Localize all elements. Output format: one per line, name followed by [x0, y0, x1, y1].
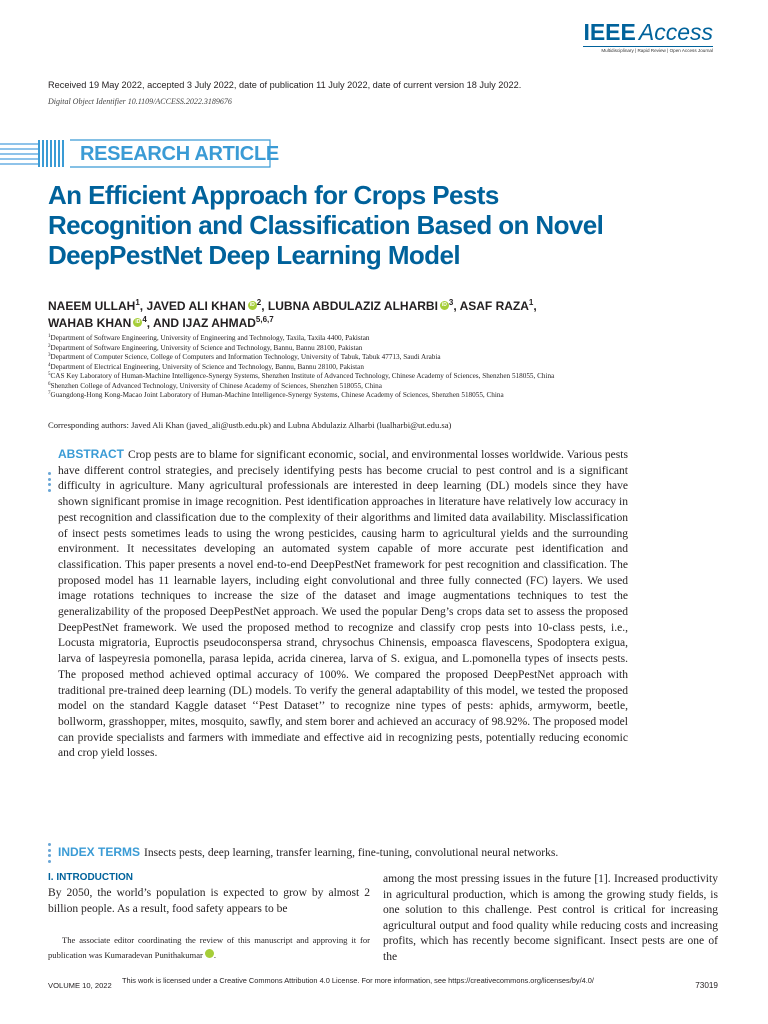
affiliation-text: Department of Software Engineering, University of Science and Technology, Bannu, Bannu 28100, Pakistan [50, 343, 363, 352]
affiliation-text: Shenzhen College of Advanced Technology, University of Chinese Academy of Sciences, Shenzhen 518055, China [50, 381, 382, 390]
title-line: Recognition and Classification Based on Novel [48, 210, 604, 240]
author-affiliation-mark: 3 [448, 298, 454, 307]
editor-footnote-text: The associate editor coordinating the review of this manuscript and approving it for publication was Kumaradevan Punithakumar [48, 935, 370, 960]
affiliation-number: 4 [48, 362, 51, 368]
index-terms-block [58, 845, 648, 861]
footer-page-number: 73019 [695, 981, 718, 990]
author-list [48, 298, 728, 332]
author-affiliation-mark: 1 [528, 298, 534, 307]
author-name: AND IJAZ AHMAD [153, 316, 256, 330]
logo-ieee-text: IEEE [583, 19, 636, 45]
abstract-block [58, 447, 628, 762]
author-affiliation-mark: 1 [135, 298, 140, 307]
intro-right-column: among the most pressing issues in the future [1]. Increased productivity in agricultural production, which is among the growing study fields, is one solution to this challenge. Pest control is critical for increasing agricultural output and food quality while reducing costs and increasing profits, which has recently become significant. Insect pests are one of the [383, 873, 718, 963]
journal-logo-wordmark [583, 20, 713, 44]
affiliation-number: 6 [48, 381, 51, 387]
footer-license: This work is licensed under a Creative Commons Attribution 4.0 License. For more information, see https://creativecommons.org/licenses/by/4.0/ [122, 976, 594, 985]
editor-footnote: The associate editor coordinating the review of this manuscript and approving it for publication was Kumaradevan Punithakumar iD. [48, 935, 370, 960]
affiliation-item [48, 334, 728, 344]
affiliation-number: 1 [48, 334, 51, 339]
affiliation-item [48, 344, 728, 354]
abstract-dots-icon [48, 472, 51, 494]
doi-line: Digital Object Identifier 10.1109/ACCESS.2022.3189676 [48, 97, 232, 106]
affiliation-list [48, 334, 728, 401]
affiliation-text: Guangdong-Hong Kong-Macao Joint Laboratory of Human-Machine Intelligence-Synergy Systems, Chinese Academy of Sciences, Shenzhen 518055, China [50, 391, 504, 399]
affiliation-number: 5 [48, 372, 51, 377]
affiliation-item [48, 363, 728, 373]
abstract-text: Crop pests are to blame for significant economic, social, and environmental losses worldwide. Various pests have different control strategies, and precisely identifying pests has become crucial to pest control and is a significant difficulty in agriculture. Many agricultural professionals are interested in deep learning (DL) models since they have shown significant promise in image recognition. Pest identification approaches in literature have relatively low accuracy in pest recognition and classification due to the complexity of their algorithms and limited data availability. Misclassification of insect pests sometimes leads to using the wrong pesticides, causing harm to agricultural yields and the surrounding environment. It necessitates developing an automated system capable of more accurate pest identification and classification. This paper presents a novel end-to-end DeepPestNet framework for pest recognition and classification. The proposed model has 11 learnable layers, including eight convolutional and three fully connected (FC) layers. We used image rotations techniques to increase the size of the dataset and image augmentations techniques to test the generalizability of the proposed DeepPestNet approach. We used the popular Deng’s crops data set to assess the proposed DeepPestNet framework. We used the proposed method to recognize and classify crop pests into 10-class pests, i.e., Locusta migratoria, Euproctis pseudoconspersa strand, chrysochus Chinensis, empoasca flavescens, Spodoptera exigua, larva of laspeyresia pomonella, parasa lepida, acrida cinerea, larva of S. exigua, and L.pomonella types of insects pests. The proposed method achieved optimal accuracy of 100%. We compared the proposed DeepPestNet approach with traditional pre-trained deep learning (DL) models. To verify the general adaptability of this model, we tested the proposed model on the standard Kaggle dataset ‘‘Pest Dataset’’ to recognize nine types of pests: aphids, armyworm, beetle, bollworm, grasshopper, mites, mosquito, sawfly, and stem borer and achieved an accuracy of 98.92%. The proposed model can provide specialists and farmers with immediate and effective aid in recognizing pests, potentially reducing economic and crop yield losses. [58, 449, 628, 760]
article-type-label: RESEARCH ARTICLE [80, 143, 279, 165]
author-affiliation-mark: 5,6,7 [255, 315, 274, 324]
logo-access-text: Access [638, 19, 713, 45]
index-terms-text: Insects pests, deep learning, transfer learning, fine-tuning, convolutional neural networks. [144, 847, 559, 859]
affiliation-number: 2 [48, 343, 51, 349]
footer-volume: VOLUME 10, 2022 [48, 981, 112, 990]
logo-tagline: Multidisciplinary | Rapid Review | Open Access Journal [601, 48, 713, 53]
author-affiliation-mark: 4 [142, 315, 147, 324]
affiliation-number: 7 [48, 391, 51, 396]
affiliation-number: 3 [48, 353, 51, 358]
author-affiliation-mark: 2 [256, 298, 262, 307]
author-name: JAVED ALI KHAN [146, 299, 246, 313]
received-dates: Received 19 May 2022, accepted 3 July 2022, date of publication 11 July 2022, date of current version 18 July 2022. [48, 80, 522, 90]
author-name: ASAF RAZA [459, 299, 529, 313]
author-line: NAEEM ULLAH$^1$, JAVED ALI KHAN iD $^2$, LUBNA ABDULAZIZ ALHARBI iD $^3$, ASAF RAZA$^1$, [48, 298, 537, 313]
title-line: DeepPestNet Deep Learning Model [48, 240, 460, 270]
author-name: NAEEM ULLAH [48, 299, 136, 313]
author-line: WAHAB KHAN iD $^4$, AND IJAZ AHMAD$^{5,6,7}$ [48, 315, 274, 330]
affiliation-text: Department of Software Engineering, University of Engineering and Technology, Taxila, Taxila 4400, Pakistan [50, 334, 370, 342]
orcid-icon[interactable]: iD [135, 319, 141, 325]
orcid-icon[interactable]: iD [249, 302, 255, 308]
index-terms-dots-icon [48, 843, 51, 865]
title-line: An Efficient Approach for Crops Pests [48, 180, 499, 210]
orcid-icon[interactable]: iD [441, 302, 447, 308]
section-heading-introduction: I. INTRODUCTION [48, 872, 133, 883]
orcid-icon[interactable]: iD [205, 949, 214, 958]
affiliation-item [48, 382, 728, 392]
affiliation-item [48, 353, 728, 363]
author-name: WAHAB KHAN [48, 316, 132, 330]
index-terms-heading: INDEX TERMS [58, 845, 141, 859]
corresponding-authors: Corresponding authors: Javed Ali Khan (javed_ali@ustb.edu.pk) and Lubna Abdulaziz Alharbi (lualharbi@ut.edu.sa) [48, 420, 452, 430]
affiliation-item [48, 372, 728, 382]
journal-logo [583, 20, 713, 54]
paper-title [48, 180, 608, 270]
affiliation-item [48, 391, 728, 401]
intro-left-column: By 2050, the world’s population is expected to grow by almost 2 billion people. As a result, food safety appears to be [48, 887, 370, 915]
author-name: LUBNA ABDULAZIZ ALHARBI [267, 299, 438, 313]
affiliation-text: CAS Key Laboratory of Human-Machine Intelligence-Synergy Systems, Shenzhen Institute of Advanced Technology, Chinese Academy of Sciences, Shenzhen 518055, China [50, 372, 555, 380]
affiliation-text: Department of Computer Science, College of Computers and Information Technology, University of Tabuk, Tabuk 47713, Saudi Arabia [50, 353, 441, 361]
affiliation-text: Department of Electrical Engineering, University of Science and Technology, Bannu, Bannu 28100, Pakistan [50, 362, 364, 371]
abstract-heading: ABSTRACT [58, 447, 124, 461]
